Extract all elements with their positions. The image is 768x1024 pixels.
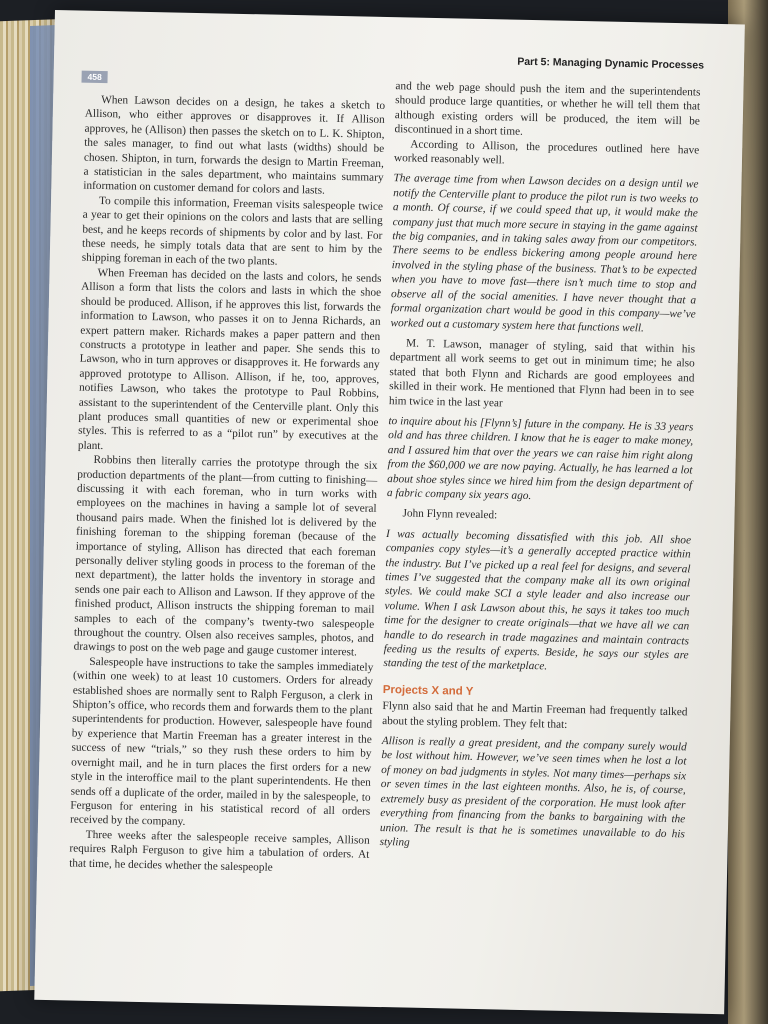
- block-quote: The average time from when Lawson decides on a design until we notify the Centerville plant to produce the pilot run is two weeks to a month. Of course, if we could speed that up, it would make the company just that much more secure in staying in the game against the big companies, and in taking sales away from our competitors. There seems to be endless bickering among people around here involved in the styling phase of the business. That’s to be expected when you have to move fast—there isn’t much time to stop and observe all of the social amenities. I have never thought that a formal organization chart would be good in this company—we’ve worked out a customary system here that functions well.: [390, 172, 699, 334]
- left-column: [69, 93, 385, 877]
- paragraph: Salespeople have instructions to take the samples immediately (within one week) to at least 10 customers. Orders for already established shoes are normally sent to Ralph Ferguson, a clerk in Shipton’s office, who records them and forwards them to the plant superintendents for production. However, salespeople have found by experience that Martin Freeman has a greater interest in the success of new “trials,” so they rush these orders to him by overnight mail, and he in turn places the first orders for a new style in the interoffice mail to the plant superintendents. He then sends off a duplicate of the order, mailed in by the salespeople, to Ferguson for entering in his statistical record of all orders received by the company.: [69, 655, 374, 829]
- paragraph: When Freeman has decided on the lasts and colors, he sends Allison a form that lists the colors and lasts in which the shoe should be produced. Allison, if he approves this list, forwards the information to Lawson, who passes it on to Jenna Richards, an expert pattern maker. Richards makes a paper pattern and then constructs a prototype in leather and paper. She sends this to Lawson, who in turn approves or disapproves it. He forwards any approved prototype to Allison. Allison, if he, too, approves, notifies Lawson, who takes the prototype to Paul Robbins, assistant to the superintendent of the Centerville plant. Only this plant produces small quantities of new or experimental shoe styles. This is referred to as a “pilot run” by executives at the plant.: [77, 266, 382, 452]
- paragraph: When Lawson decides on a design, he takes a sketch to Allison, who either approves or disapproves it. If Allison approves, he (Allison) then passes the sketch on to L. K. Shipton, the sales manager, to find out what lasts (widths) should be chosen. Shipton, in turn, forwards the design to Martin Freeman, a statistician in the sales department, who maintains summary information on customer demand for colors and lasts.: [83, 93, 386, 198]
- paragraph: According to Allison, the procedures outlined here have worked reasonably well.: [393, 138, 700, 167]
- right-column: [379, 79, 700, 862]
- block-quote: Allison is really a great president, and the company surely would be lost without him. However, we’ve seen times when he lost a lot of money on bad judgments in styles. Not many times—perhaps six or seven times in the last eighteen months. Also, he is, of course, extremely busy as president of the corporation. He must look after everything from financing from the banks to bargaining with the union. The result is that he is sometimes unavailable to do his styling: [379, 735, 687, 849]
- running-head: Part 5: Managing Dynamic Processes: [517, 55, 705, 72]
- paragraph: M. T. Lawson, manager of styling, said that within his department all work seems to get out in minimum time; he also stated that both Flynn and Richards are good employees and skilled in their work. He mentioned that Flynn had been in to see him twice in the last year: [388, 337, 696, 409]
- paragraph: Robbins then literally carries the prototype through the six production departments of the plant—from cutting to finishing—discussing it with each foreman, who in turn works with employees on the machines in having a sample lot of several thousand pairs made. When the finished lot is delivered by the finishing foreman to the shipping foreman (because of the importance of styling, Allison has directed that each foreman personally deliver styling goods in process to the foreman of the next department), the latter holds the inventory in storage and sends one pair each to Allison and Lawson. If they approve of the finished product, Allison instructs the shipping foreman to mail samples to each of the company’s twenty-two salespeople throughout the country. Olsen also receives samples, photos, and drawings to post on the web page and gauge customer interest.: [73, 454, 378, 659]
- block-quote: I was actually becoming dissatisfied with this job. All shoe companies copy styles—it’s a generally accepted practice within the industry. But I’ve picked up a real feel for designs, and several times I’ve suggested that the company make all its own original styles. We could make SCI a style leader and also increase our volume. When I ask Lawson about this, he says it takes too much time for the designer to create originals—that we have all we can handle to do research in trade magazines and maintain contracts feeding us the results of experts. Beside, he says our styles are standing the test of the marketplace.: [383, 527, 692, 673]
- page-number: 458: [81, 71, 107, 84]
- paragraph: To compile this information, Freeman visits salespeople twice a year to get their opinions on the colors and lasts that are selling best, and he keeps records of shipments by color and by last. For these needs, he simply totals data that are sent to him by the shipping foreman in each of the two plants.: [81, 194, 384, 269]
- book-page: [34, 10, 745, 1014]
- paragraph: and the web page should push the item and the superintendents should produce large quantities, or whether he will tell them that although existing orders will be produced, the item will be discontinued in a short time.: [394, 80, 701, 139]
- paragraph: Three weeks after the salespeople receive samples, Allison requires Ralph Ferguson to give him a tabulation of orders. At that time, he decides whether the salespeople: [69, 828, 370, 874]
- paragraph: Flynn also said that he and Martin Freeman had frequently talked about the styling problem. They felt that:: [382, 700, 688, 731]
- section-heading: Projects X and Y: [382, 683, 474, 698]
- block-quote: to inquire about his [Flynn’s] future in the company. He is 33 years old and has three children. I know that he is eager to make money, and I assured him that over the years we can raise him right along from the $60,000 we are now paying. Actually, he has learned a lot about shoe styles since we hired him from the design department of a fabric company six years ago.: [386, 415, 694, 503]
- paragraph: John Flynn revealed:: [402, 507, 498, 522]
